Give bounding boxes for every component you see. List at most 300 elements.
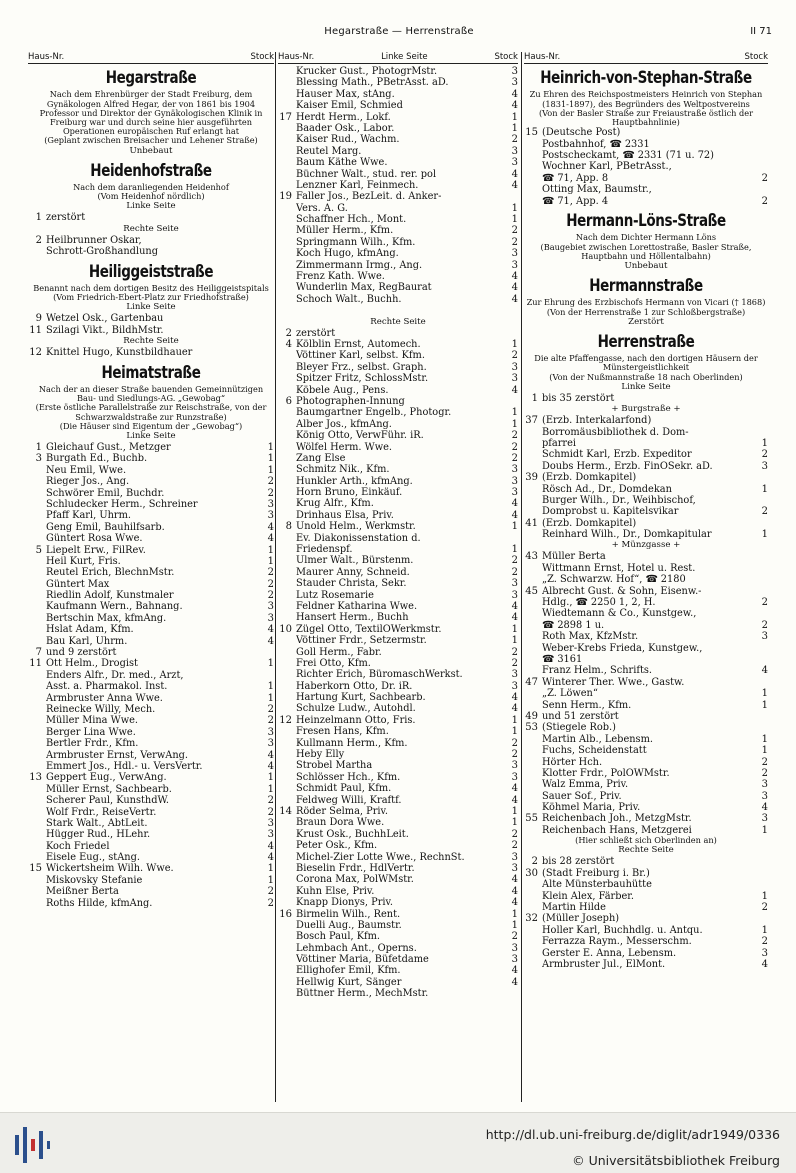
resident-row [278,66,518,77]
resident-row [524,711,768,722]
floor-number: 1 [511,817,518,829]
resident-row [278,658,518,669]
house-number: 4 [285,338,292,350]
resident-row [278,237,518,248]
floor-number: 2 [511,134,518,146]
resident-row [278,863,518,874]
resident-row [278,703,518,714]
resident-entry: Müller Ernst, Sachbearb. [46,783,172,795]
house-number: 1 [35,442,42,454]
resident-entry: Borromäusbibliothek d. Dom- [542,426,689,438]
resident-row [28,670,274,681]
floor-number: 2 [511,840,518,852]
street-note: Nach der an dieser Straße bauenden Gemeinnützigen Bau- und Siedlungs-AG. „Gewobag“ [38,384,264,404]
resident-entry: Hartung Kurt, Sachbearb. [296,692,426,704]
floor-number: 1 [761,924,768,936]
floor-number: 4 [267,635,274,647]
floor-number: 4 [267,760,274,772]
resident-row [278,544,518,555]
resident-entry: Schludecker Herm., Schreiner [46,498,198,510]
section-label: + Münzgasse + [611,540,681,551]
resident-entry: Neu Emil, Wwe. [46,464,127,476]
resident-entry: Schulze Ludw., Autohdl. [296,703,416,715]
side-heading: Linke Seite [381,52,428,62]
resident-entry: Wetzel Osk., Gartenbau [46,313,164,325]
resident-row [524,757,768,768]
resident-entry: Koch Hugo, kfmAng. [296,248,399,260]
resident-entry: Heinzelmann Otto, Fris. [296,714,416,726]
resident-entry: Martin Alb., Lebensm. [542,733,653,745]
resident-entry: Postbahnhof, ☎ 2331 [542,138,650,150]
floor-number: 3 [511,464,518,476]
street-note: (Vom Friedrich-Ebert-Platz zur Friedhofstraße) [53,292,249,303]
floor-number: 1 [267,692,274,704]
floor-number: 2 [511,828,518,840]
floor-number: 3 [267,726,274,738]
floor-number: 4 [267,840,274,852]
resident-entry: Reichenbach Joh., MetzgMstr. [542,813,692,825]
resident-entry: Pfaff Karl, Uhrm. [46,510,131,522]
resident-row [28,488,274,499]
floor-number: 2 [267,806,274,818]
floor-number: 3 [267,612,274,624]
resident-entry: Springmann Wilh., Kfm. [296,236,416,248]
resident-row [278,590,518,601]
resident-row [278,954,518,965]
resident-row [278,931,518,942]
resident-entry: Braun Dora Wwe. [296,817,385,829]
floor-number: 4 [511,783,518,795]
resident-entry: Asst. a. Pharmakol. Inst. [46,681,168,693]
copyright-text: © Universitätsbibliothek Freiburg [572,1153,780,1168]
resident-entry: Friedenspf. [296,544,353,556]
resident-row [278,521,518,532]
resident-entry: Ev. Diakonissenstation d. [296,532,421,544]
resident-row [524,427,768,438]
resident-entry: Krust Osk., BuchhLeit. [296,828,409,840]
resident-row [278,271,518,282]
resident-row [278,886,518,897]
floor-number: 3 [511,248,518,260]
resident-entry: Photographen-Innung [296,395,405,407]
resident-entry: Heil Kurt, Fris. [46,555,121,567]
resident-row [524,438,768,449]
resident-entry: Feldner Katharina Wwe. [296,600,418,612]
resident-entry: Schoch Walt., Buchh. [296,293,402,305]
resident-row [28,738,274,749]
house-number: 17 [279,111,292,123]
resident-entry: Hunkler Arth., kfmAng. [296,475,413,487]
resident-entry: Baader Osk., Labor. [296,122,395,134]
resident-row [278,772,518,783]
section-label: Linke Seite [126,201,176,212]
resident-entry: Gleichauf Gust., Metzger [46,442,171,454]
resident-entry: Alber Jos., kfmAng. [296,418,392,430]
resident-row [524,506,768,517]
resident-entry: König Otto, VerwFühr. iR. [296,430,424,442]
column-1 [28,52,274,909]
resident-row [524,184,768,195]
resident-row [524,196,768,207]
resident-row [278,112,518,123]
resident-entry: zerstört [296,327,336,339]
resident-entry: Kullmann Herm., Kfm. [296,737,408,749]
resident-row [524,139,768,150]
resident-entry: Strobel Martha [296,760,373,772]
floor-number: 4 [761,802,768,814]
resident-entry: Geppert Eug., VerwAng. [46,772,167,784]
street-heading: Heinrich-von-Stephan-Straße [540,67,752,88]
section-label: Linke Seite [621,381,671,392]
resident-entry: Vöttiner Karl, selbst. Kfm. [296,350,425,362]
resident-entry: Blessing Math., PBetrAsst. aD. [296,77,449,89]
resident-entry: Doubs Herm., Erzb. FinOSekr. aD. [542,460,713,472]
floor-number: 3 [267,510,274,522]
floor-number: 2 [511,646,518,658]
house-number: 16 [279,908,292,920]
resident-row [278,260,518,271]
floor-number: 4 [267,852,274,864]
resident-entry: Holler Karl, Buchhdlg. u. Antqu. [542,924,703,936]
floor-number: 3 [511,77,518,89]
resident-row [524,802,768,813]
resident-entry: Schlösser Hch., Kfm. [296,771,401,783]
resident-row [28,347,274,358]
section-label: Unbebaut [624,260,668,271]
resident-row [278,567,518,578]
resident-entry: Hörter Hch. [542,756,603,768]
column-3 [524,52,768,970]
resident-row [524,620,768,631]
resident-entry: bis 28 zerstört [542,856,615,868]
resident-row [28,533,274,544]
resident-entry: Maurer Anny, Schneid. [296,566,410,578]
resident-entry: Geng Emil, Bauhilfsarb. [46,521,165,533]
resident-row [28,624,274,635]
floor-number: 4 [511,965,518,977]
house-number: 2 [285,327,292,339]
house-number: 47 [525,676,538,688]
resident-entry: Horn Bruno, Einkäuf. [296,487,403,499]
section-label: Rechte Seite [618,845,674,856]
floor-number: 1 [267,464,274,476]
house-number-heading: Haus-Nr. [28,52,65,62]
floor-number: 2 [511,441,518,453]
floor-number: 1 [761,483,768,495]
resident-entry: bis 35 zerstört [542,392,615,404]
resident-row [278,203,518,214]
resident-row [278,180,518,191]
source-url-link[interactable]: http://dl.ub.uni-freiburg.de/diglit/adr1949/0336 [485,1127,780,1142]
floor-number: 4 [267,624,274,636]
house-number: 41 [525,517,538,529]
resident-entry: Bosch Paul, Kfm. [296,931,381,943]
resident-row [278,453,518,464]
resident-entry: (Deutsche Post) [542,127,621,139]
floor-number: 3 [267,738,274,750]
floor-number: 1 [511,726,518,738]
resident-row [278,476,518,487]
resident-row [278,692,518,703]
street-note: Nach dem Dichter Hermann Löns [575,232,717,243]
resident-entry: Bertler Frdr., Kfm. [46,738,139,750]
floor-number: 3 [511,954,518,966]
resident-row [278,510,518,521]
floor-number: 3 [511,145,518,157]
resident-entry: Müller Mina Wwe. [46,715,138,727]
floor-number: 1 [761,890,768,902]
floor-number: 4 [511,282,518,294]
street-note: Zu Ehren des Reichspostmeisters Heinrich von Stephan (1831-1897), des Begründers des Weltpostvereins [529,89,763,109]
resident-entry: Postscheckamt, ☎ 2331 (71 u. 72) [542,150,714,161]
resident-row [278,533,518,544]
floor-number: 1 [511,806,518,817]
floor-number: 1 [511,418,518,430]
resident-entry: Unold Helm., Werkmstr. [296,521,416,533]
column-2 [278,52,518,1000]
resident-row [524,745,768,756]
street-note: (Erste östliche Parallelstraße zur Reischstraße, von der Schwarzwaldstraße zur Runzstraße) [35,402,267,422]
resident-row [278,897,518,908]
resident-row [524,643,768,654]
floor-number: 3 [511,669,518,681]
floor-number: 1 [267,442,274,454]
resident-row [524,665,768,676]
resident-entry: ☎ 71, App. 4 [542,195,609,207]
floor-number: 4 [511,293,518,305]
resident-row [278,601,518,612]
resident-row [28,246,274,257]
street-note: Benannt nach dem dortigen Besitz des Heiliggeistspitals [33,283,269,294]
resident-entry: Wölfel Herm. Wwe. [296,441,393,453]
column-body [278,66,518,1000]
section-label: Rechte Seite [123,223,179,234]
floor-number: 2 [267,795,274,807]
floor-number: 3 [511,157,518,169]
floor-number: 1 [511,111,518,123]
resident-row [28,476,274,487]
floor-number: 3 [267,829,274,841]
resident-entry: Bleyer Frz., selbst. Graph. [296,361,427,373]
resident-entry: Kaiser Rud., Wachm. [296,134,400,146]
resident-entry: Emmert Jos., Hdl.- u. VersVertr. [46,760,203,772]
floor-number: 4 [511,384,518,396]
floor-number: 2 [267,487,274,499]
house-number: 6 [285,395,292,407]
column-body [524,67,768,970]
resident-row [28,693,274,704]
resident-entry: Hellwig Kurt, Sänger [296,976,402,988]
resident-row [28,601,274,612]
resident-entry: Zang Else [296,452,346,464]
section-label: Linke Seite [126,431,176,442]
resident-row [278,624,518,635]
street-note: (Die Häuser sind Eigentum der „Gewobag“) [59,420,243,431]
resident-entry: Müller Berta [542,551,606,563]
resident-row [28,795,274,806]
resident-entry: Peter Osk., Kfm. [296,840,378,852]
resident-row [524,484,768,495]
resident-row [278,920,518,931]
resident-entry: Burger Wilh., Dr., Weihbischof, [542,494,696,506]
resident-row [524,127,768,138]
resident-entry: Albrecht Gust. & Sohn, Eisenw.- [542,585,702,597]
resident-row [524,677,768,688]
resident-row [28,453,274,464]
resident-entry: Reutel Marg. [296,145,362,157]
resident-entry: Frenz Kath. Wwe. [296,271,385,283]
resident-row [278,874,518,885]
resident-row [28,613,274,624]
column-header [524,52,768,64]
house-number: 9 [35,313,42,325]
resident-entry: (Erzb. Domkapitel) [542,472,637,484]
resident-row [524,791,768,802]
resident-entry: Köhmel Maria, Priv. [542,802,641,814]
floor-number: 4 [511,976,518,988]
resident-row [524,868,768,879]
house-number: 19 [279,191,292,203]
floor-number: 3 [761,779,768,791]
resident-row [278,89,518,100]
floor-number: 3 [761,947,768,959]
resident-entry: Liepelt Erw., FilRev. [46,544,146,556]
resident-entry: Armbruster Anna Wwe. [46,692,163,704]
resident-row [278,339,518,350]
floor-number: 2 [511,225,518,237]
resident-entry: Röder Selma, Priv. [296,806,389,817]
resident-row [28,510,274,521]
resident-row [28,841,274,852]
street-note: Nach dem Ehrenbürger der Stadt Freiburg, dem Gynäkologen Alfred Hegar, der von 1861 bis 1904 Professor und Direktor der Gynäkologischen Klinik in Freiburg war und durch seine hier ausgeführten Operationen europäischen Ruf erlangt hat [39,89,263,137]
street-note: (Vom Heidenhof nördlich) [97,191,205,202]
house-number: 2 [35,234,42,246]
page-title: Hegarstraße — Herrenstraße [324,26,474,37]
column-header [28,52,274,64]
resident-entry: Bertschin Max, kfmAng. [46,612,167,624]
floor-number: 1 [511,214,518,226]
resident-entry: Schmidt Paul, Kfm. [296,783,392,795]
resident-entry: Krug Alfr., Kfm. [296,498,374,510]
resident-entry: Vöttiner Frdr., Setzermstr. [296,635,427,647]
floor-number: 1 [511,623,518,635]
resident-row [524,688,768,699]
house-number: 49 [525,710,538,722]
street-note: (Von der Basler Straße zur Freiaustraße östlich der Hauptbahnlinie) [538,107,754,128]
resident-entry: Michel-Zier Lotte Wwe., RechnSt. [296,851,465,863]
floor-number: 1 [511,714,518,726]
resident-row [524,393,768,404]
resident-entry: Spitzer Fritz, SchlossMstr. [296,373,429,385]
resident-entry: Eisele Eug., stAng. [46,852,140,864]
resident-entry: Birmelin Wilh., Rent. [296,908,401,920]
house-number: 30 [525,867,538,879]
resident-entry: Schmidt Karl, Erzb. Expeditor [542,449,692,461]
floor-number: 1 [761,699,768,711]
resident-entry: Heilbrunner Oskar, [46,234,142,246]
section-label: + Burgstraße + [611,404,681,415]
resident-row [28,590,274,601]
resident-row [28,647,274,658]
resident-row [278,647,518,658]
resident-entry: Stauder Christa, Sekr. [296,578,407,590]
resident-entry: Weber-Krebs Frieda, Kunstgew., [542,642,703,654]
floor-number: 2 [761,619,768,631]
resident-entry: Ulmer Walt., Bürstenm. [296,555,414,567]
resident-row [278,146,518,157]
floor-number: 4 [511,794,518,806]
resident-row [524,586,768,597]
floor-number: 2 [761,449,768,461]
resident-entry: und 9 zerstört [46,647,117,659]
resident-row [278,362,518,373]
resident-row [278,795,518,806]
street-note: (Von der Nußmannstraße 18 nach Oberlinden) [549,371,743,382]
house-number: 15 [525,127,538,139]
floor-number: 2 [761,506,768,518]
floor-heading: Stock [744,52,768,62]
floor-number: 2 [511,430,518,442]
house-number: 53 [525,722,538,734]
floor-number: 1 [511,635,518,647]
house-number: 39 [525,472,538,484]
floor-number: 2 [511,555,518,567]
house-number: 1 [35,212,42,224]
resident-row [524,597,768,608]
floor-number: 2 [267,590,274,602]
floor-number: 1 [761,529,768,541]
viewer-footer [0,1112,796,1173]
university-logo-icon [12,1121,52,1169]
resident-entry: (Stadt Freiburg i. Br.) [542,867,650,879]
resident-row [28,829,274,840]
resident-entry: Fresen Hans, Kfm. [296,726,389,738]
resident-row [28,681,274,692]
resident-entry: Domprobst u. Kapitelsvikar [542,506,679,518]
resident-entry: Corona Max, PolWMstr. [296,874,414,886]
floor-number: 2 [511,566,518,578]
street-note: Die alte Pfaffengasse, nach den dortigen Häusern der Münstergeistlichkeit [534,353,758,373]
resident-row [28,761,274,772]
floor-number: 4 [761,665,768,677]
street-note: (Baugebiet zwischen Lorettostraße, Basler Straße, Hauptbahn und Höllentalbahn) [540,241,752,261]
resident-entry: ☎ 2898 1 u. [542,619,605,631]
resident-row [278,191,518,202]
resident-row [524,891,768,902]
house-number: 55 [525,813,538,825]
floor-number: 4 [511,168,518,180]
floor-number: 4 [511,271,518,283]
resident-row [278,555,518,566]
street-note: Zur Ehrung des Erzbischofs Hermann von Vicari († 1868) [526,297,766,308]
resident-row [278,100,518,111]
floor-number: 2 [511,236,518,248]
floor-number: 2 [267,567,274,579]
floor-number: 1 [761,437,768,449]
resident-entry: Roths Hilde, kfmAng. [46,897,153,909]
resident-row [524,779,768,790]
resident-entry: Ott Helm., Drogist [46,658,138,670]
floor-number: 1 [761,824,768,836]
floor-number: 2 [761,756,768,768]
resident-row [524,518,768,529]
street-note: (Hier schließt sich Oberlinden an) [575,835,717,846]
resident-row [524,608,768,619]
resident-row [278,248,518,259]
resident-entry: Schmitz Nik., Kfm. [296,464,390,476]
resident-entry: Richter Erich, BüromaschWerkst. [296,669,463,681]
floor-number: 1 [511,521,518,533]
